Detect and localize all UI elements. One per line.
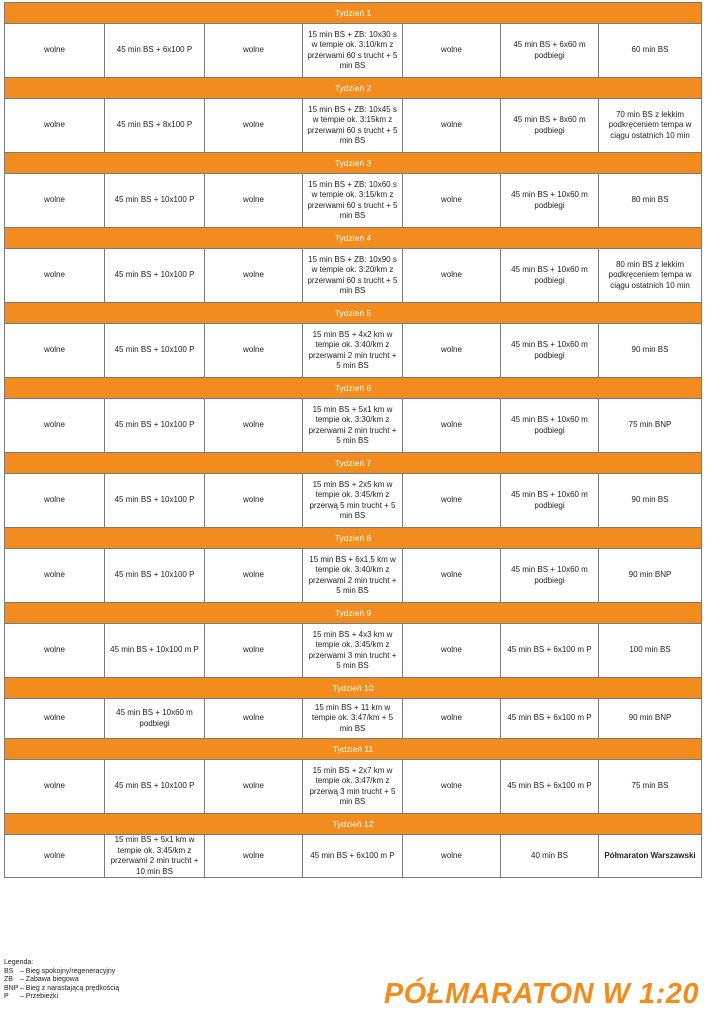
day-cell: 15 min BS + 4x3 km w tempie ok. 3:45/km z przerwami 3 min trucht + 5 min BS xyxy=(303,624,403,678)
week-header-row xyxy=(5,739,702,760)
legend-abbr: P xyxy=(4,993,9,1001)
legend-abbr: BNP xyxy=(4,984,19,992)
day-cell: wolne xyxy=(403,549,501,603)
day-cell: wolne xyxy=(403,760,501,814)
day-cell: Półmaraton Warszawski xyxy=(599,835,702,878)
day-cell: 45 min BS + 10x100 m P xyxy=(105,624,205,678)
week-days-row xyxy=(5,324,702,378)
week-days-row xyxy=(5,399,702,453)
day-cell: 45 min BS + 10x60 m podbiegi xyxy=(501,249,599,303)
day-cell: 45 min BS + 10x60 m podbiegi xyxy=(501,399,599,453)
day-cell: 15 min BS + ZB: 10x90 s w tempie ok. 3:20/km z przerwami 60 s trucht + 5 min BS xyxy=(303,249,403,303)
day-cell: wolne xyxy=(205,399,303,453)
day-cell: 45 min BS + 6x100 P xyxy=(105,24,205,78)
day-cell: wolne xyxy=(205,699,303,739)
day-cell: wolne xyxy=(5,399,105,453)
day-cell: wolne xyxy=(205,174,303,228)
day-cell: wolne xyxy=(5,835,105,878)
day-cell: wolne xyxy=(5,624,105,678)
week-header: Tydzień 9 xyxy=(5,603,702,624)
day-cell: 45 min BS + 8x100 P xyxy=(105,99,205,153)
week-days-row xyxy=(5,760,702,814)
day-cell: wolne xyxy=(5,99,105,153)
week-days-row xyxy=(5,474,702,528)
day-cell: wolne xyxy=(403,399,501,453)
day-cell: 45 min BS + 10x60 m podbiegi xyxy=(501,474,599,528)
week-header: Tydzień 6 xyxy=(5,378,702,399)
week-header: Tydzień 1 xyxy=(5,3,702,24)
week-header: Tydzień 4 xyxy=(5,228,702,249)
day-cell: 45 min BS + 6x100 m P xyxy=(501,624,599,678)
legend-abbr: ZB xyxy=(4,976,13,984)
day-cell: wolne xyxy=(5,324,105,378)
day-cell: wolne xyxy=(5,474,105,528)
day-cell: 15 min BS + ZB: 10x60 s w tempie ok. 3:15/km z przerwami 60 s trucht + 5 min BS xyxy=(303,174,403,228)
day-cell: 90 min BNP xyxy=(599,549,702,603)
week-header-row xyxy=(5,153,702,174)
week-days-row xyxy=(5,249,702,303)
legend-text: – Bieg spokojny/regeneracyjny xyxy=(19,967,116,975)
day-cell: wolne xyxy=(403,324,501,378)
day-cell: 80 min BS z lekkim podkręceniem tempa w ciągu ostatnich 10 min xyxy=(599,249,702,303)
day-cell: 60 min BS xyxy=(599,24,702,78)
day-cell: 90 min BS xyxy=(599,474,702,528)
day-cell: wolne xyxy=(5,174,105,228)
day-cell: wolne xyxy=(403,99,501,153)
week-header-row xyxy=(5,528,702,549)
week-header-row xyxy=(5,303,702,324)
day-cell: wolne xyxy=(5,24,105,78)
day-cell: 45 min BS + 10x60 m podbiegi xyxy=(501,324,599,378)
day-cell: wolne xyxy=(5,699,105,739)
day-cell: wolne xyxy=(5,549,105,603)
day-cell: wolne xyxy=(205,324,303,378)
day-cell: wolne xyxy=(205,249,303,303)
brand-title: PÓŁMARATON W 1:20 xyxy=(383,978,699,1010)
day-cell: wolne xyxy=(403,699,501,739)
week-days-row xyxy=(5,549,702,603)
day-cell: wolne xyxy=(205,24,303,78)
legend-item-zb xyxy=(4,976,119,985)
week-days-row xyxy=(5,624,702,678)
day-cell: 45 min BS + 10x100 P xyxy=(105,174,205,228)
day-cell: 45 min BS + 6x60 m podbiegi xyxy=(501,24,599,78)
week-header: Tydzień 12 xyxy=(5,814,702,835)
day-cell: 45 min BS + 10x60 m podbiegi xyxy=(501,174,599,228)
day-cell: 40 min BS xyxy=(501,835,599,878)
legend-title: Legenda: xyxy=(4,959,34,966)
day-cell: 45 min BS + 10x60 m podbiegi xyxy=(105,699,205,739)
week-days-row xyxy=(5,835,702,878)
week-header: Tydzień 5 xyxy=(5,303,702,324)
day-cell: 15 min BS + ZB: 10x45 s w tempie ok. 3:15km z przerwami 60 s trucht + 5 min BS xyxy=(303,99,403,153)
day-cell: 15 min BS + 6x1,5 km w tempie ok. 3:40/km z przerwami 2 min trucht + 5 min BS xyxy=(303,549,403,603)
week-days-row xyxy=(5,174,702,228)
day-cell: wolne xyxy=(403,624,501,678)
day-cell: 45 min BS + 10x100 P xyxy=(105,324,205,378)
day-cell: wolne xyxy=(5,760,105,814)
day-cell: wolne xyxy=(403,835,501,878)
legend-text: – Przebieżki xyxy=(19,993,59,1001)
day-cell: 45 min BS + 10x100 P xyxy=(105,474,205,528)
week-header-row xyxy=(5,378,702,399)
legend-text: – Bieg z narastającą prędkością xyxy=(19,984,120,992)
day-cell: 45 min BS + 6x100 m P xyxy=(303,835,403,878)
week-header: Tydzień 2 xyxy=(5,78,702,99)
week-header-row xyxy=(5,678,702,699)
day-cell: 75 min BNP xyxy=(599,399,702,453)
week-days-row xyxy=(5,699,702,739)
day-cell: 45 min BS + 8x60 m podbiegi xyxy=(501,99,599,153)
day-cell: wolne xyxy=(205,549,303,603)
day-cell: 45 min BS + 10x60 m podbiegi xyxy=(501,549,599,603)
day-cell: 15 min BS + 11 km w tempie ok. 3:47/km + 5 min BS xyxy=(303,699,403,739)
week-header: Tydzień 10 xyxy=(5,678,702,699)
week-header: Tydzień 3 xyxy=(5,153,702,174)
legend-item-bs xyxy=(4,968,119,977)
week-header-row xyxy=(5,814,702,835)
week-header: Tydzień 7 xyxy=(5,453,702,474)
week-days-row xyxy=(5,99,702,153)
day-cell: 45 min BS + 6x100 m P xyxy=(501,760,599,814)
day-cell: 15 min BS + 4x2 km w tempie ok. 3:40/km z przerwami 2 min trucht + 5 min BS xyxy=(303,324,403,378)
legend-abbr: BS xyxy=(4,967,14,975)
day-cell: wolne xyxy=(403,474,501,528)
day-cell: 80 min BS xyxy=(599,174,702,228)
day-cell: 15 min BS + 5x1 km w tempie ok. 3:45/km z przerwami 2 min trucht + 10 min BS xyxy=(105,835,205,878)
day-cell: wolne xyxy=(205,760,303,814)
day-cell: 15 min BS + 5x1 km w tempie ok. 3:30/km z przerwami 2 min trucht + 5 min BS xyxy=(303,399,403,453)
legend-item-bnp xyxy=(4,985,119,994)
week-header-row xyxy=(5,453,702,474)
day-cell: 45 min BS + 10x100 P xyxy=(105,399,205,453)
legend-item-p xyxy=(4,993,119,1002)
day-cell: 90 min BNP xyxy=(599,699,702,739)
week-header-row xyxy=(5,3,702,24)
week-header-row xyxy=(5,228,702,249)
day-cell: wolne xyxy=(5,249,105,303)
day-cell: wolne xyxy=(403,249,501,303)
week-header: Tydzień 11 xyxy=(5,739,702,760)
day-cell: 45 min BS + 6x100 m P xyxy=(501,699,599,739)
day-cell: wolne xyxy=(205,624,303,678)
day-cell: wolne xyxy=(403,174,501,228)
training-plan-table xyxy=(4,2,702,878)
day-cell: wolne xyxy=(403,24,501,78)
week-header-row xyxy=(5,78,702,99)
day-cell: wolne xyxy=(205,99,303,153)
week-header: Tydzień 8 xyxy=(5,528,702,549)
day-cell: 15 min BS + ZB: 10x30 s w tempie ok. 3:10/km z przerwami 60 s trucht + 5 min BS xyxy=(303,24,403,78)
day-cell: 15 min BS + 2x5 km w tempie ok. 3:45/km z przerwą 5 min trucht + 5 min BS xyxy=(303,474,403,528)
day-cell: wolne xyxy=(205,474,303,528)
day-cell: wolne xyxy=(205,835,303,878)
legend xyxy=(4,959,119,1002)
day-cell: 90 min BS xyxy=(599,324,702,378)
week-days-row xyxy=(5,24,702,78)
day-cell: 15 min BS + 2x7 km w tempie ok. 3:47/km z przerwą 3 min trucht + 5 min BS xyxy=(303,760,403,814)
legend-text: – Zabawa biegowa xyxy=(19,976,79,984)
day-cell: 70 min BS z lekkim podkręceniem tempa w ciągu ostatnich 10 min xyxy=(599,99,702,153)
day-cell: 100 min BS xyxy=(599,624,702,678)
week-header-row xyxy=(5,603,702,624)
day-cell: 75 min BS xyxy=(599,760,702,814)
day-cell: 45 min BS + 10x100 P xyxy=(105,549,205,603)
day-cell: 45 min BS + 10x100 P xyxy=(105,249,205,303)
day-cell: 45 min BS + 10x100 P xyxy=(105,760,205,814)
